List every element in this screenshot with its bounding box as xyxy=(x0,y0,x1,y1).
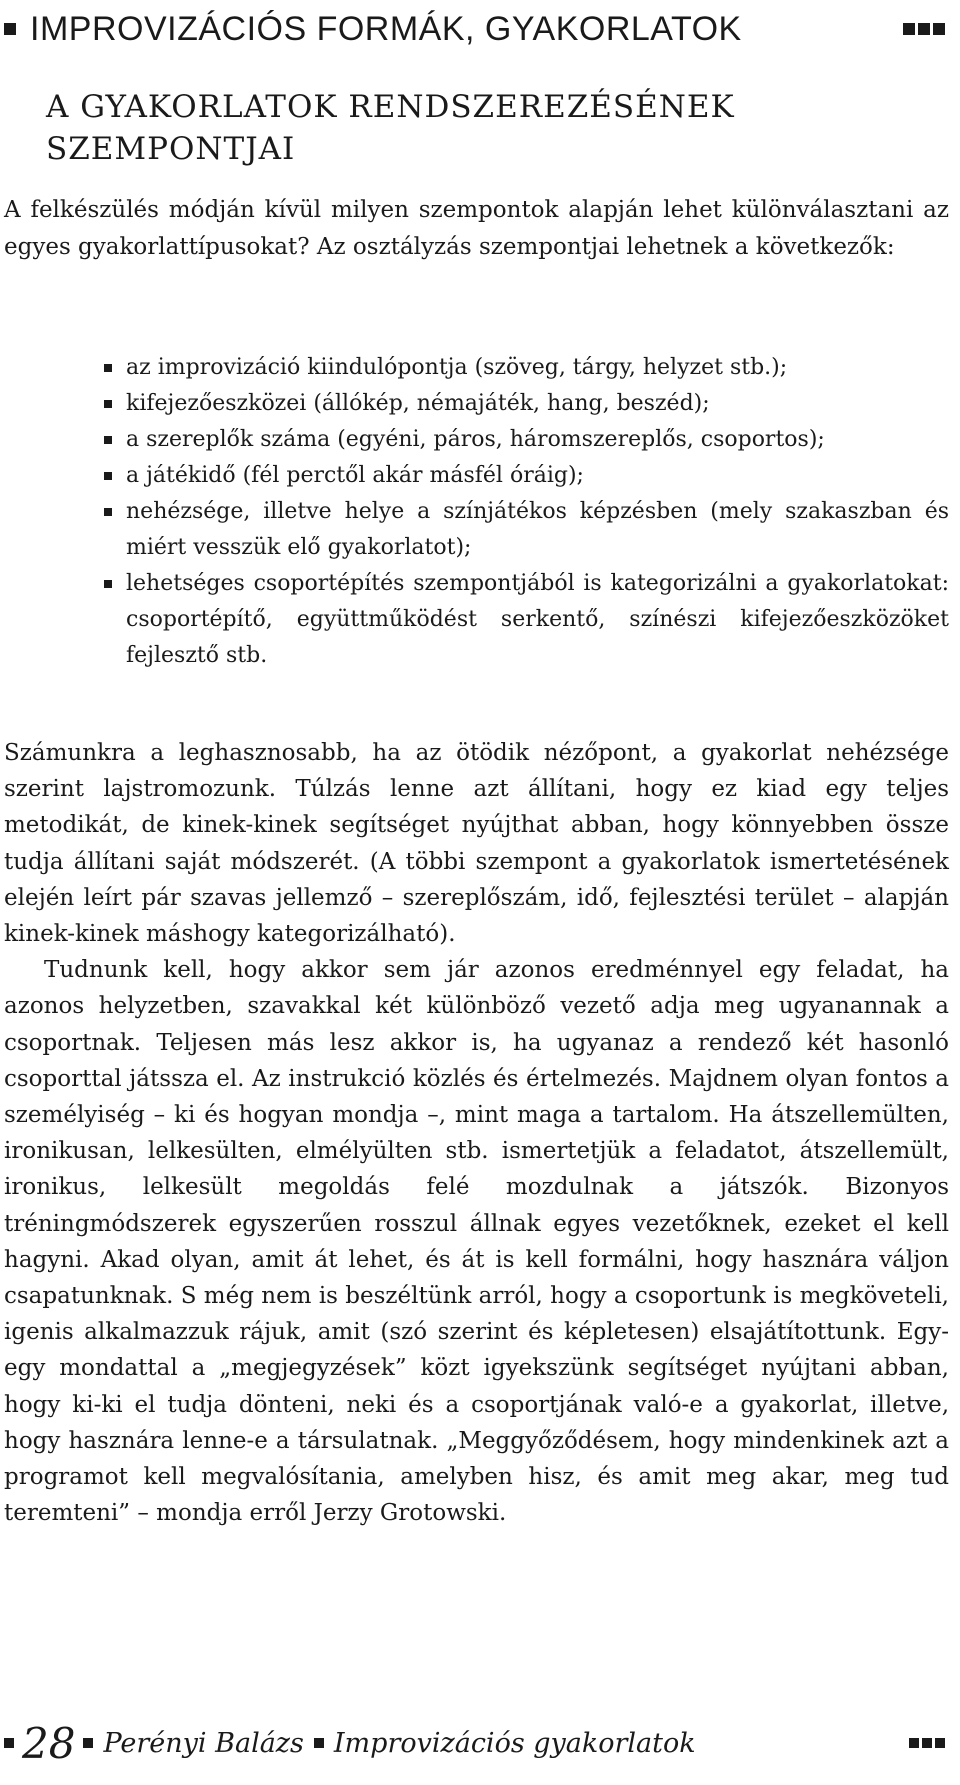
list-item-text: kifejezőeszközei (állókép, némajáték, hang, beszéd); xyxy=(126,391,710,416)
square-bullet-icon xyxy=(104,472,112,480)
list-item xyxy=(104,386,949,422)
footer-square-marks xyxy=(909,1738,945,1748)
square-bullet-icon xyxy=(4,1738,14,1748)
page-footer xyxy=(4,1718,949,1768)
list-item xyxy=(104,566,949,674)
running-header-title: IMPROVIZÁCIÓS FORMÁK, GYAKORLATOK xyxy=(30,9,742,48)
square-bullet-icon xyxy=(104,436,112,444)
square-bullet-icon xyxy=(104,580,112,588)
running-header xyxy=(4,6,949,52)
square-bullet-icon xyxy=(935,1738,945,1748)
list-item-text: nehézsége, illetve helye a színjátékos képzésben (mely szakaszban és miért vesszük elő gyakorlatot); xyxy=(126,499,949,560)
square-bullet-icon xyxy=(909,1738,919,1748)
list-item xyxy=(104,494,949,566)
list-item-text: lehetséges csoportépítés szempontjából is kategorizálni a gyakorlatokat: csoportépítő, együttműködést serkentő, színészi kifejezőeszközöket fejlesztő stb. xyxy=(126,571,949,668)
list-item-text: a játékidő (fél perctől akár másfél óráig); xyxy=(126,463,584,488)
square-bullet-icon xyxy=(918,23,930,35)
square-bullet-icon xyxy=(314,1738,324,1748)
list-item xyxy=(104,350,949,386)
list-item-text: a szereplők száma (egyéni, páros, háromszereplős, csoportos); xyxy=(126,427,825,452)
square-bullet-icon xyxy=(922,1738,932,1748)
square-bullet-icon xyxy=(104,364,112,372)
header-square-marks xyxy=(903,23,945,35)
square-bullet-icon xyxy=(104,508,112,516)
footer-author: Perényi Balázs xyxy=(103,1727,304,1759)
body-paragraph: Számunkra a leghasznosabb, ha az ötödik nézőpont, a gyakorlat nehézsége szerint lajstromozunk. Túlzás lenne azt állítani, hogy ez kiad egy teljes metodikát, de kinek-kinek segítséget nyújthat abban, hogy könnyebben össze tudja állítani saját módszerét. (A többi szempont a gyakorlatok ismertetésének elején leírt pár szavas jellemző – szereplőszám, idő, fejlesztési terület – alapján kinek-kinek máshogy kategorizálható). xyxy=(4,740,949,948)
square-bullet-icon xyxy=(83,1738,93,1748)
square-bullet-icon xyxy=(104,400,112,408)
footer-book-title: Improvizációs gyakorlatok xyxy=(333,1727,696,1759)
section-title: A GYAKORLATOK RENDSZEREZÉSÉNEK SZEMPONTJAI xyxy=(46,89,735,167)
list-item xyxy=(104,422,949,458)
body-paragraph: Tudnunk kell, hogy akkor sem jár azonos eredménnyel egy feladat, ha azonos helyzetben, szavakkal két különböző vezető adja meg ugyanannak a csoportnak. Teljesen más lesz akkor is, ha ugyanaz a rendező két hasonló csoporttal játssza el. Az instrukció közlés és értelmezés. Majdnem olyan fontos a személyiség – ki és hogyan mondja –, mint maga a tartalom. Ha átszellemülten, ironikusan, lelkesülten, elmélyülten stb. ismertetjük a feladatot, átszellemült, ironikus, lelkesült megoldás felé mozdulnak a játszók. Bizonyos tréningmódszerek egyszerűen rosszul állnak egyes vezetőknek, ezeket el kell hagyni. Akad olyan, amit át lehet, és át is kell formálni, hogy hasznára váljon csapatunknak. S még nem is beszéltünk arról, hogy a csoportunk is megköveteli, igenis alkalmazzuk rájuk, amit (szó szerint és képletesen) elsajátítottunk. Egy-egy mondattal a „megjegyzések” közt igyekszünk segítséget nyújtani abban, hogy ki-ki el tudja dönteni, neki és a csoportjának való-e a gyakorlat, illetve, hogy hasznára lenne-e a társulatnak. „Meggyőződésem, hogy mindenkinek azt a programot kell megvalósítania, amelyben hisz, és amit meg akar, meg tud teremteni” – mondja erről Jerzy Grotowski. xyxy=(4,957,949,1527)
intro-paragraph: A felkészülés módján kívül milyen szempontok alapján lehet különválasztani az egyes gyakorlattípusokat? Az osztályzás szempontjai lehetnek a következők: xyxy=(4,197,949,260)
square-bullet-icon xyxy=(933,23,945,35)
page-number: 28 xyxy=(22,1718,76,1768)
list-item-text: az improvizáció kiindulópontja (szöveg, tárgy, helyzet stb.); xyxy=(126,355,788,380)
criteria-list xyxy=(104,350,949,674)
list-item xyxy=(104,458,949,494)
body-text xyxy=(4,735,949,1531)
square-bullet-icon xyxy=(903,23,915,35)
square-bullet-icon xyxy=(4,23,16,35)
